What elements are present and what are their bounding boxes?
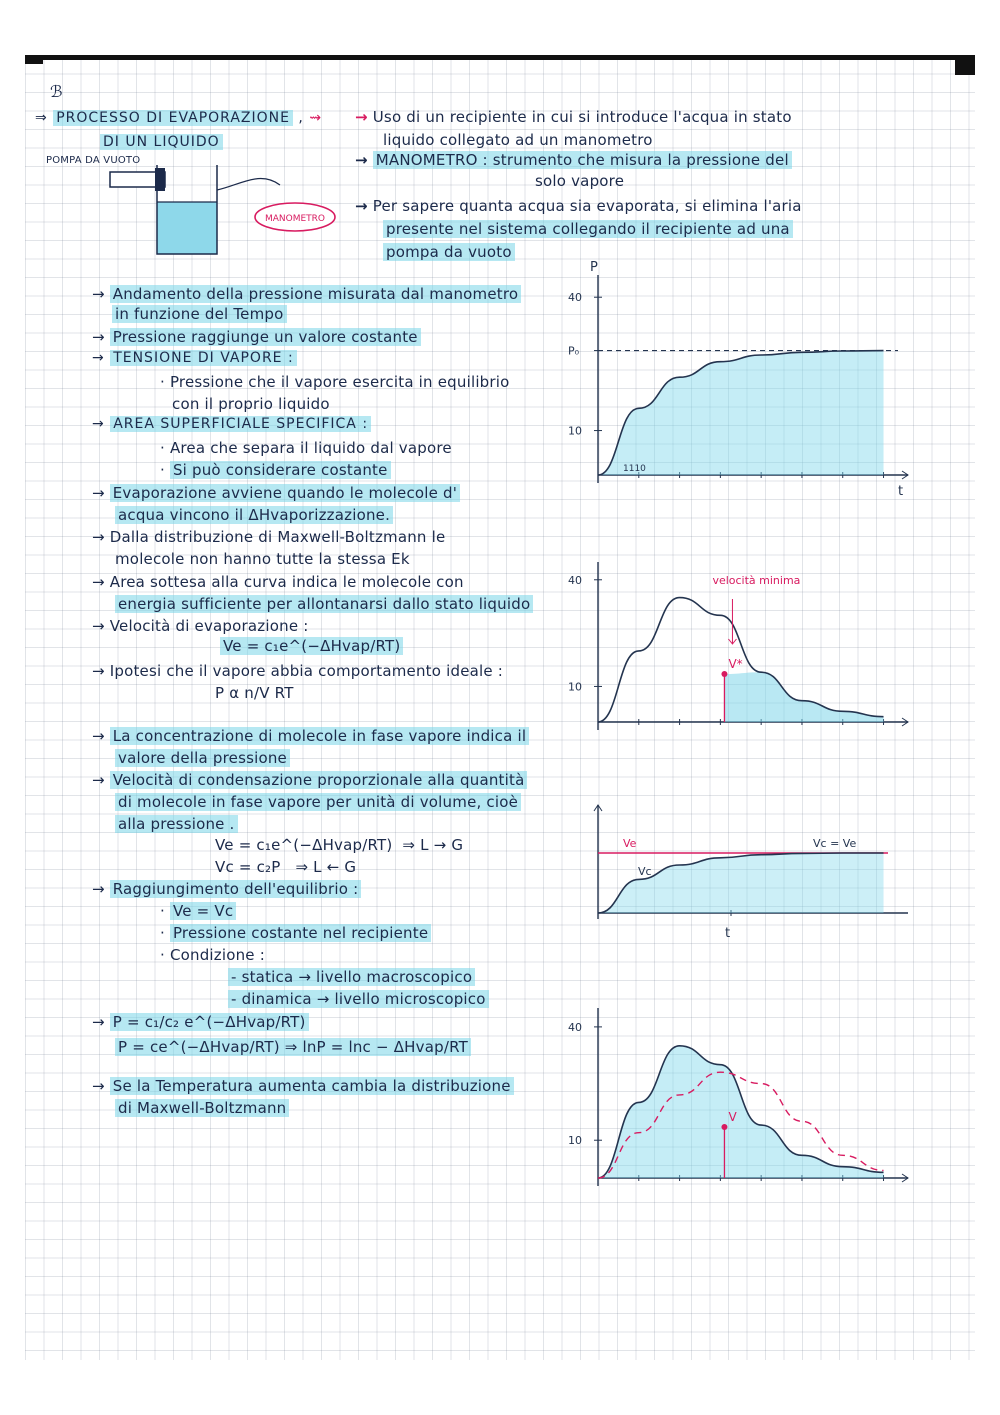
- x-axis-label: t: [898, 484, 904, 499]
- note-text: Vc = c₂P: [215, 858, 281, 876]
- container-diagram: [100, 160, 350, 265]
- note: · Pressione che il vapore esercita in equilibrio: [160, 373, 510, 391]
- vc-fill: [598, 853, 884, 913]
- tube: [217, 179, 280, 190]
- intro-line: [383, 131, 653, 149]
- note: → Andamento della pressione misurata dal manometro: [92, 285, 521, 303]
- intro-line: [535, 172, 624, 190]
- title-text: PROCESSO DI EVAPORAZIONE: [53, 110, 293, 126]
- intro-text: pompa da vuoto: [383, 243, 515, 261]
- intro-line: [383, 220, 793, 238]
- pressure-chart: [560, 255, 920, 500]
- note: → Area sottesa alla curva indica le molecole con: [92, 573, 464, 591]
- note-text: Velocità di evaporazione :: [109, 617, 309, 635]
- note: · Area che separa il liquido dal vapore: [160, 439, 452, 457]
- intro-line: [383, 243, 515, 261]
- note-text: P = ce^(−ΔHvap/RT) ⇒ lnP = lnc − ΔHvap/RT: [115, 1038, 471, 1056]
- annotation: velocità minima: [712, 574, 801, 587]
- temperature-chart: [560, 990, 920, 1195]
- y-tick-label: P₀: [568, 344, 580, 358]
- note: → Ipotesi che il vapore abbia comportamento ideale :: [92, 662, 504, 680]
- threshold-label: V*: [728, 657, 743, 671]
- note-text: acqua vincono il ΔHvaporizzazione.: [115, 506, 393, 524]
- note: → AREA SUPERFICIALE SPECIFICA :: [92, 416, 371, 432]
- vc-label: Vc: [638, 865, 652, 878]
- annotation-arrow: [728, 599, 736, 644]
- x-tick-label: 1110: [623, 464, 646, 474]
- note: [115, 1038, 471, 1056]
- intro-text: presente nel sistema collegando il recipiente ad una: [383, 220, 793, 238]
- y-tick-label: 40: [568, 573, 582, 587]
- note-text: Si può considerare costante: [170, 461, 391, 479]
- note: [115, 815, 238, 833]
- note-text: Ve = Vc: [170, 902, 236, 920]
- note-text: Condizione :: [169, 946, 265, 964]
- note: [220, 637, 403, 655]
- rates-chart: [560, 795, 920, 945]
- y-tick-label: 10: [568, 680, 582, 694]
- note: [115, 1099, 289, 1117]
- note-text: energia sufficiente per allontanarsi dallo stato liquido: [115, 595, 533, 613]
- manometer-label: MANOMETRO: [264, 214, 326, 224]
- note: · Si può considerare costante: [160, 461, 391, 479]
- threshold-label: V: [728, 1110, 737, 1124]
- title-line-1: ⇒ PROCESSO DI EVAPORAZIONE , ⇝: [35, 110, 323, 126]
- intro-text: MANOMETRO : strumento che misura la pressione del: [373, 151, 792, 169]
- note: · Condizione :: [160, 946, 265, 964]
- intro-line: → Per sapere quanta acqua sia evaporata, si elimina l'aria: [355, 197, 802, 215]
- pump-label: POMPA DA VUOTO: [46, 155, 141, 166]
- y-tick-label: 40: [568, 1020, 582, 1034]
- note-text: di molecole in fase vapore per unità di volume, cioè: [115, 793, 521, 811]
- intro-text: liquido collegato ad un manometro: [383, 131, 653, 149]
- note: [112, 305, 287, 323]
- legend-label: Vc = Ve: [813, 837, 857, 850]
- note-text: con il proprio liquido: [172, 395, 330, 413]
- note: → Se la Temperatura aumenta cambia la distribuzione: [92, 1077, 514, 1095]
- note-text: AREA SUPERFICIALE SPECIFICA :: [110, 416, 371, 432]
- water: [157, 202, 217, 254]
- note: → TENSIONE DI VAPORE :: [92, 350, 297, 366]
- note-text: Andamento della pressione misurata dal manometro: [110, 285, 522, 303]
- note: [228, 990, 489, 1008]
- note-text: Ve = c₁e^(−ΔHvap/RT): [220, 637, 403, 655]
- note-text: molecole non hanno tutte la stessa Ek: [115, 550, 410, 568]
- note-text: in funzione del Tempo: [112, 305, 287, 323]
- maxwell-chart: [560, 540, 920, 745]
- tail-area: [724, 672, 883, 722]
- note-text: Area che separa il liquido dal vapore: [169, 439, 452, 457]
- note: → Velocità di evaporazione :: [92, 617, 309, 635]
- x-axis-label: t: [725, 926, 731, 941]
- note-text: Pressione che il vapore esercita in equilibrio: [169, 373, 510, 391]
- note-text: La concentrazione di molecole in fase vapore indica il: [110, 727, 529, 745]
- note-text: Pressione raggiunge un valore costante: [110, 328, 421, 346]
- note: · Ve = Vc: [160, 902, 236, 920]
- note-text: Ipotesi che il vapore abbia comportamento ideale :: [109, 662, 504, 680]
- note: [115, 506, 393, 524]
- note-text: Evaporazione avviene quando le molecole d': [110, 484, 460, 502]
- scan-border: [25, 55, 975, 60]
- note-text: di Maxwell-Boltzmann: [115, 1099, 289, 1117]
- note: → La concentrazione di molecole in fase vapore indica il: [92, 727, 529, 745]
- title-text-2: DI UN LIQUIDO: [100, 134, 223, 150]
- y-tick-label: 10: [568, 424, 582, 438]
- note: → Velocità di condensazione proporzionale alla quantità: [92, 771, 527, 789]
- note-text: P = c₁/c₂ e^(−ΔHvap/RT): [110, 1013, 309, 1031]
- note: [172, 395, 330, 413]
- note: → Raggiungimento dell'equilibrio :: [92, 880, 361, 898]
- note: [215, 684, 294, 702]
- note-text: Raggiungimento dell'equilibrio :: [110, 880, 362, 898]
- note-text: ⇒ L ← G: [295, 858, 357, 876]
- y-axis-label: P: [590, 260, 598, 275]
- note: [215, 836, 463, 854]
- note-text: ⇒ L → G: [402, 836, 464, 854]
- note-text: Ve = c₁e^(−ΔHvap/RT): [215, 836, 393, 854]
- note-text: TENSIONE DI VAPORE :: [110, 350, 297, 366]
- note: → Dalla distribuzione di Maxwell-Boltzmann le: [92, 528, 446, 546]
- y-tick-label: 10: [568, 1134, 582, 1148]
- title-line-2: [100, 134, 223, 150]
- note-text: Dalla distribuzione di Maxwell-Boltzmann le: [109, 528, 446, 546]
- scan-border-corner: [25, 55, 43, 64]
- note-text: Pressione costante nel recipiente: [170, 924, 431, 942]
- note: [115, 550, 410, 568]
- note-text: alla pressione .: [115, 815, 238, 833]
- note: [115, 749, 290, 767]
- curve-fill: [598, 1046, 884, 1178]
- corner-mark: ℬ: [50, 82, 63, 101]
- note-text: - statica → livello macroscopico: [228, 968, 475, 986]
- note: · Pressione costante nel recipiente: [160, 924, 431, 942]
- intro-text: solo vapore: [535, 172, 625, 190]
- note-text: Se la Temperatura aumenta cambia la distribuzione: [110, 1077, 514, 1095]
- note-text: - dinamica → livello microscopico: [228, 990, 489, 1008]
- note: [115, 595, 533, 613]
- note: → Pressione raggiunge un valore costante: [92, 328, 421, 346]
- scan-border-corner: [955, 55, 975, 75]
- y-tick-label: 40: [568, 291, 582, 305]
- threshold-marker: [721, 1124, 727, 1130]
- note: [215, 858, 356, 876]
- note: [228, 968, 475, 986]
- note-text: valore della pressione: [115, 749, 290, 767]
- note-text: P α n/V RT: [215, 684, 294, 702]
- ve-label: Ve: [623, 837, 637, 850]
- note-text: Area sottesa alla curva indica le molecole con: [109, 573, 464, 591]
- intro-text: Per sapere quanta acqua sia evaporata, si elimina l'aria: [372, 197, 802, 215]
- curve-fill: [598, 351, 884, 475]
- note: [115, 793, 521, 811]
- note-text: Velocità di condensazione proporzionale alla quantità: [110, 771, 528, 789]
- intro-line: → MANOMETRO : strumento che misura la pressione del: [355, 151, 792, 169]
- note: → P = c₁/c₂ e^(−ΔHvap/RT): [92, 1013, 309, 1031]
- note: → Evaporazione avviene quando le molecole d': [92, 484, 460, 502]
- intro-line: → Uso di un recipiente in cui si introduce l'acqua in stato: [355, 108, 792, 126]
- threshold-marker: [721, 671, 727, 677]
- intro-text: Uso di un recipiente in cui si introduce l'acqua in stato: [372, 108, 792, 126]
